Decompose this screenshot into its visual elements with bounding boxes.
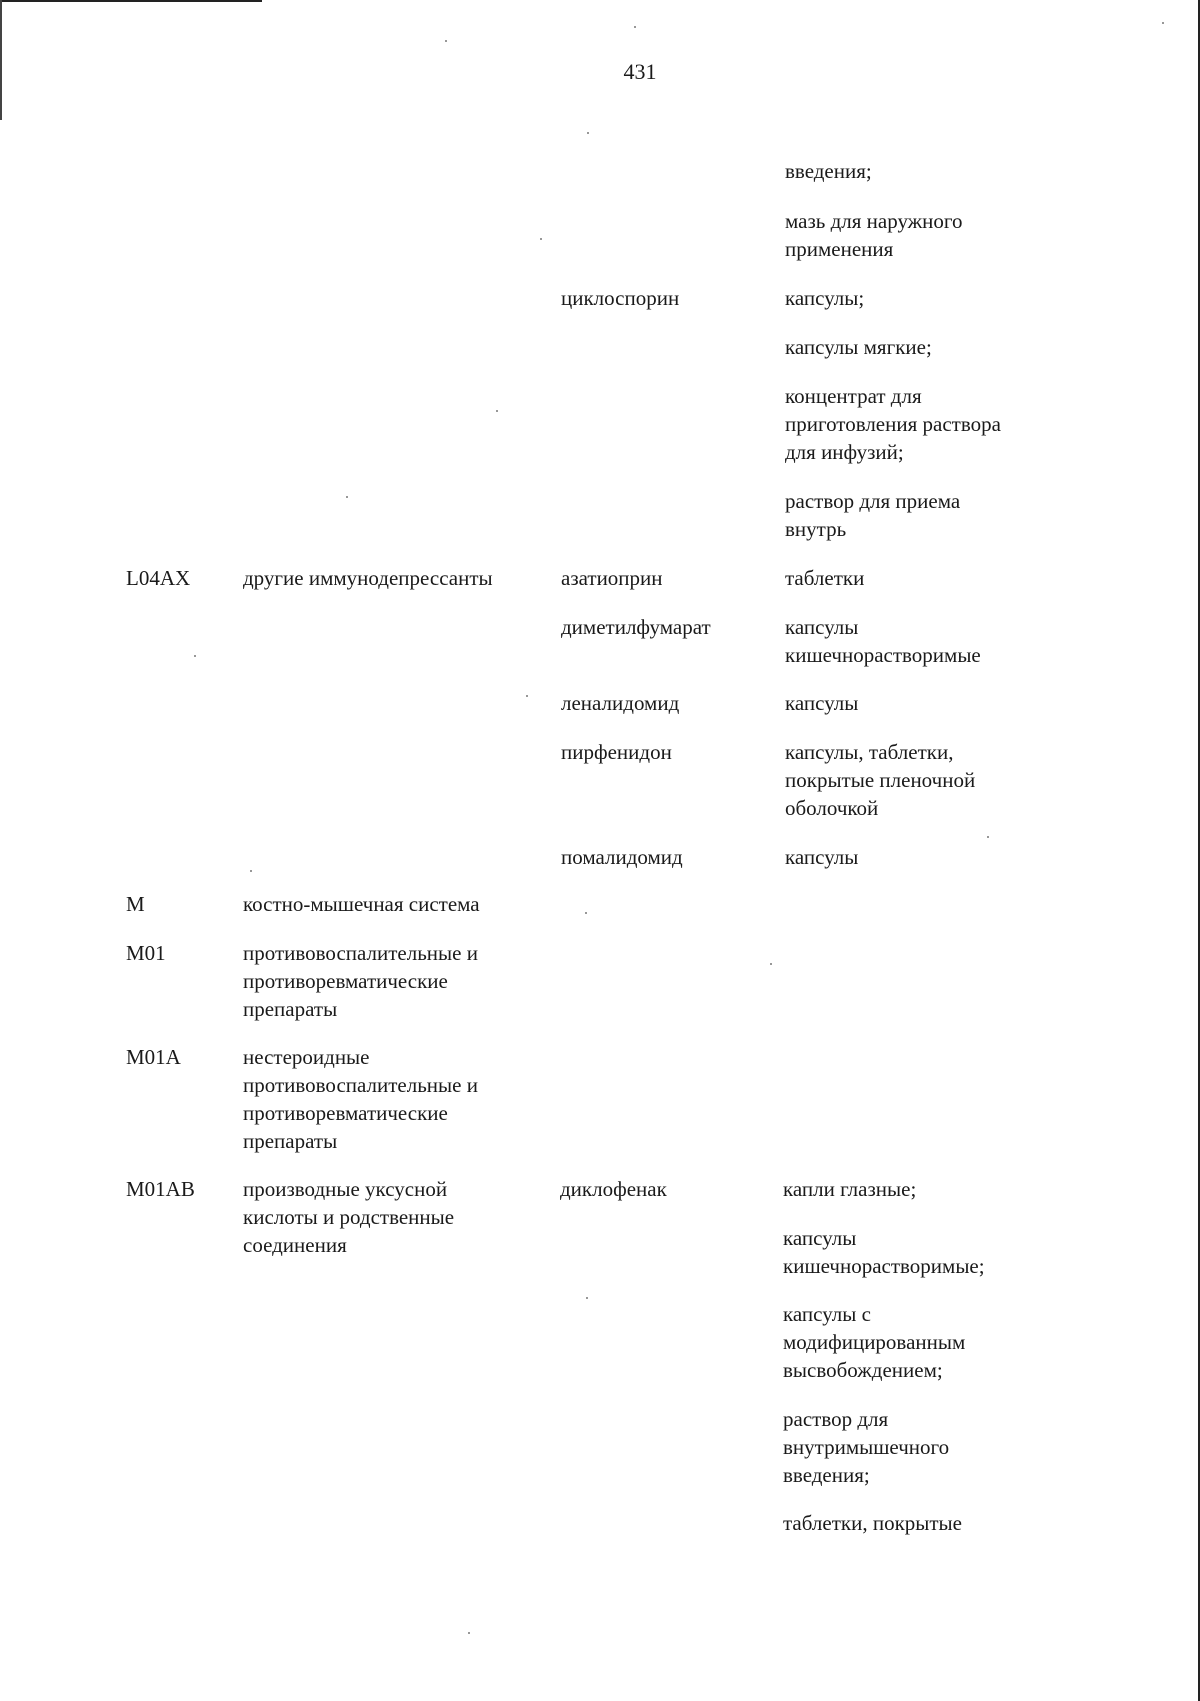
atc-code: M01A [126, 1045, 181, 1069]
anatomical-therapeutic-group: другие иммунодепрессанты [243, 566, 493, 590]
drug-name: помалидомид [561, 845, 683, 869]
scan-speck [634, 26, 636, 28]
dosage-form: капли глазные; [783, 1177, 917, 1201]
dosage-form: капсулы кишечнорастворимые [785, 615, 981, 667]
dosage-form: раствор для приема внутрь [785, 489, 961, 541]
dosage-form: капсулы, таблетки, покрытые пленочной оболочкой [785, 740, 976, 820]
scan-speck [526, 695, 528, 697]
scan-speck [586, 1297, 588, 1299]
dosage-form: капсулы мягкие; [785, 335, 932, 359]
scan-edge-top [0, 0, 262, 2]
anatomical-therapeutic-group: нестероидные противовоспалительные и противоревматические препараты [243, 1045, 478, 1153]
anatomical-therapeutic-group: производные уксусной кислоты и родственные соединения [243, 1177, 455, 1257]
scan-speck [540, 238, 542, 240]
scan-speck [250, 870, 252, 872]
drug-name: азатиоприн [561, 566, 663, 590]
atc-code: M01 [126, 941, 166, 965]
dosage-form: капсулы [785, 691, 859, 715]
dosage-form: капсулы кишечнорастворимые; [783, 1226, 985, 1278]
dosage-form: капсулы; [785, 286, 865, 310]
dosage-form: таблетки [785, 566, 865, 590]
drug-name: пирфенидон [561, 740, 672, 764]
dosage-form: капсулы [785, 845, 859, 869]
scan-speck [770, 963, 772, 965]
dosage-form: раствор для внутримышечного введения; [783, 1407, 950, 1487]
scan-speck [987, 836, 989, 838]
scan-speck [587, 132, 589, 134]
drug-name: диклофенак [560, 1177, 667, 1201]
dosage-form: мазь для наружного применения [785, 209, 963, 261]
page-number: 431 [623, 59, 657, 84]
scan-speck [346, 496, 348, 498]
drug-name: диметилфумарат [561, 615, 711, 639]
atc-code: L04AX [126, 566, 191, 590]
scan-speck [1162, 22, 1164, 24]
scan-speck [585, 912, 587, 914]
drug-name: леналидомид [561, 691, 680, 715]
anatomical-therapeutic-group: костно-мышечная система [243, 892, 480, 916]
dosage-form: концентрат для приготовления раствора для инфузий; [785, 384, 1001, 464]
scan-speck [496, 410, 498, 412]
drug-name: циклоспорин [561, 286, 680, 310]
atc-code: M [126, 892, 145, 916]
dosage-form: капсулы с модифицированным высвобождением; [783, 1302, 966, 1382]
anatomical-therapeutic-group: противовоспалительные и противоревматические препараты [243, 941, 478, 1021]
scan-speck [445, 40, 447, 42]
scan-speck [468, 1632, 470, 1634]
dosage-form: введения; [785, 159, 872, 183]
atc-code: M01AB [126, 1177, 195, 1201]
dosage-form: таблетки, покрытые [783, 1511, 962, 1535]
scan-speck [194, 655, 196, 657]
